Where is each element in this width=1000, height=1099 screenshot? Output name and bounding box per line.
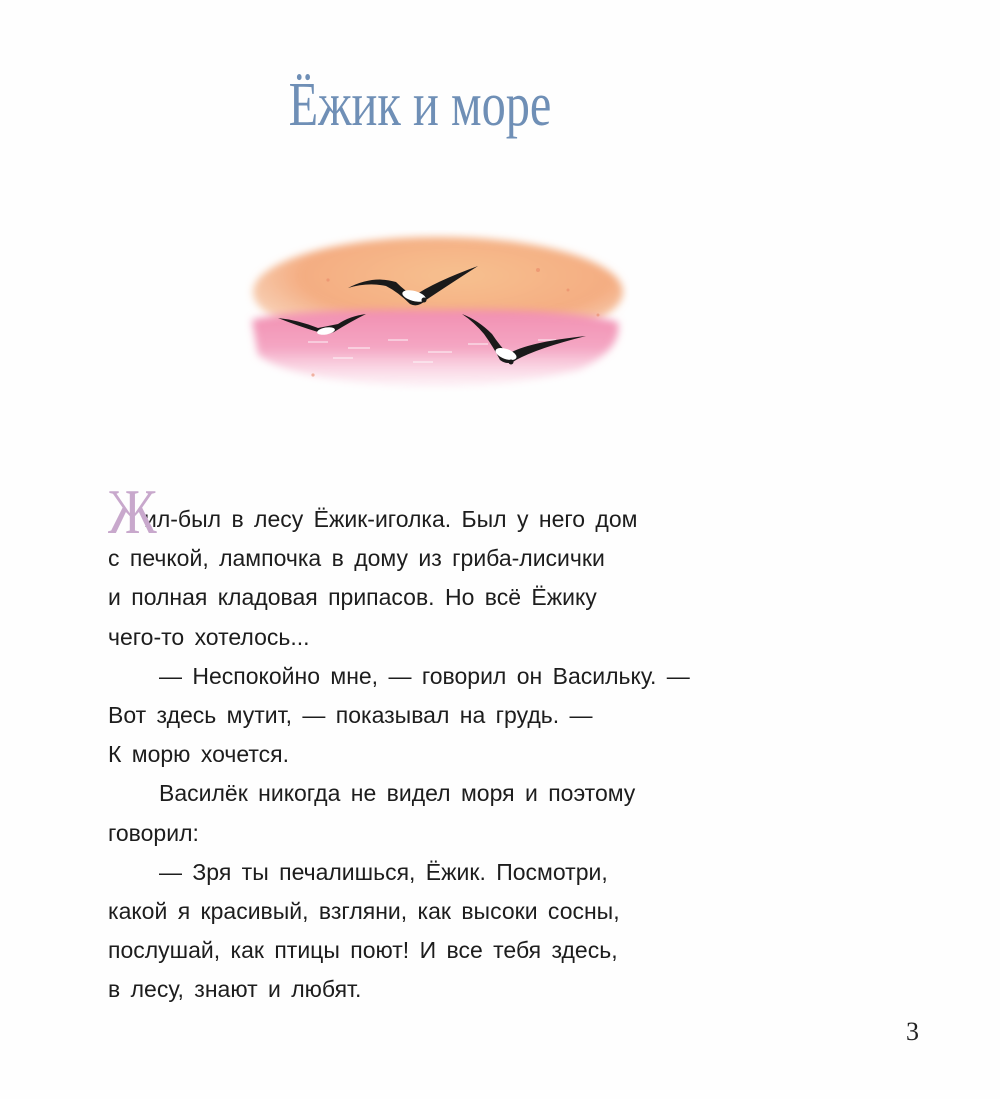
drop-cap: Ж bbox=[108, 476, 157, 547]
story-text bbox=[108, 476, 848, 1009]
text-line: и полная кладовая припасов. Но всё Ёжику bbox=[108, 584, 597, 611]
text-line: какой я красивый, взгляни, как высоки сосны, bbox=[108, 897, 620, 924]
text-line: — Зря ты печалишься, Ёжик. Посмотри, bbox=[159, 858, 608, 885]
text-line: — Неспокойно мне, — говорил он Васильку. — bbox=[159, 662, 690, 689]
text-line: Василёк никогда не видел моря и поэтому bbox=[159, 780, 636, 807]
text-line: Жил-был в лесу Ёжик-иголка. Был у него дом bbox=[108, 476, 638, 547]
seagulls-illustration bbox=[238, 230, 630, 392]
text-line: с печкой, лампочка в дому из гриба-лисички bbox=[108, 545, 605, 572]
page-title: Ёжик и море bbox=[288, 71, 552, 139]
text-line: в лесу, знают и любят. bbox=[108, 976, 362, 1003]
text-line: говорил: bbox=[108, 819, 199, 846]
text-line: Вот здесь мутит, — показывал на грудь. — bbox=[108, 701, 593, 728]
text-line: чего-то хотелось... bbox=[108, 623, 310, 650]
page-number: 3 bbox=[906, 1017, 919, 1046]
text-line: К морю хочется. bbox=[108, 741, 289, 768]
text-line: послушай, как птицы поют! И все тебя здесь, bbox=[108, 937, 618, 964]
seagulls-over-sea-icon bbox=[238, 230, 630, 392]
